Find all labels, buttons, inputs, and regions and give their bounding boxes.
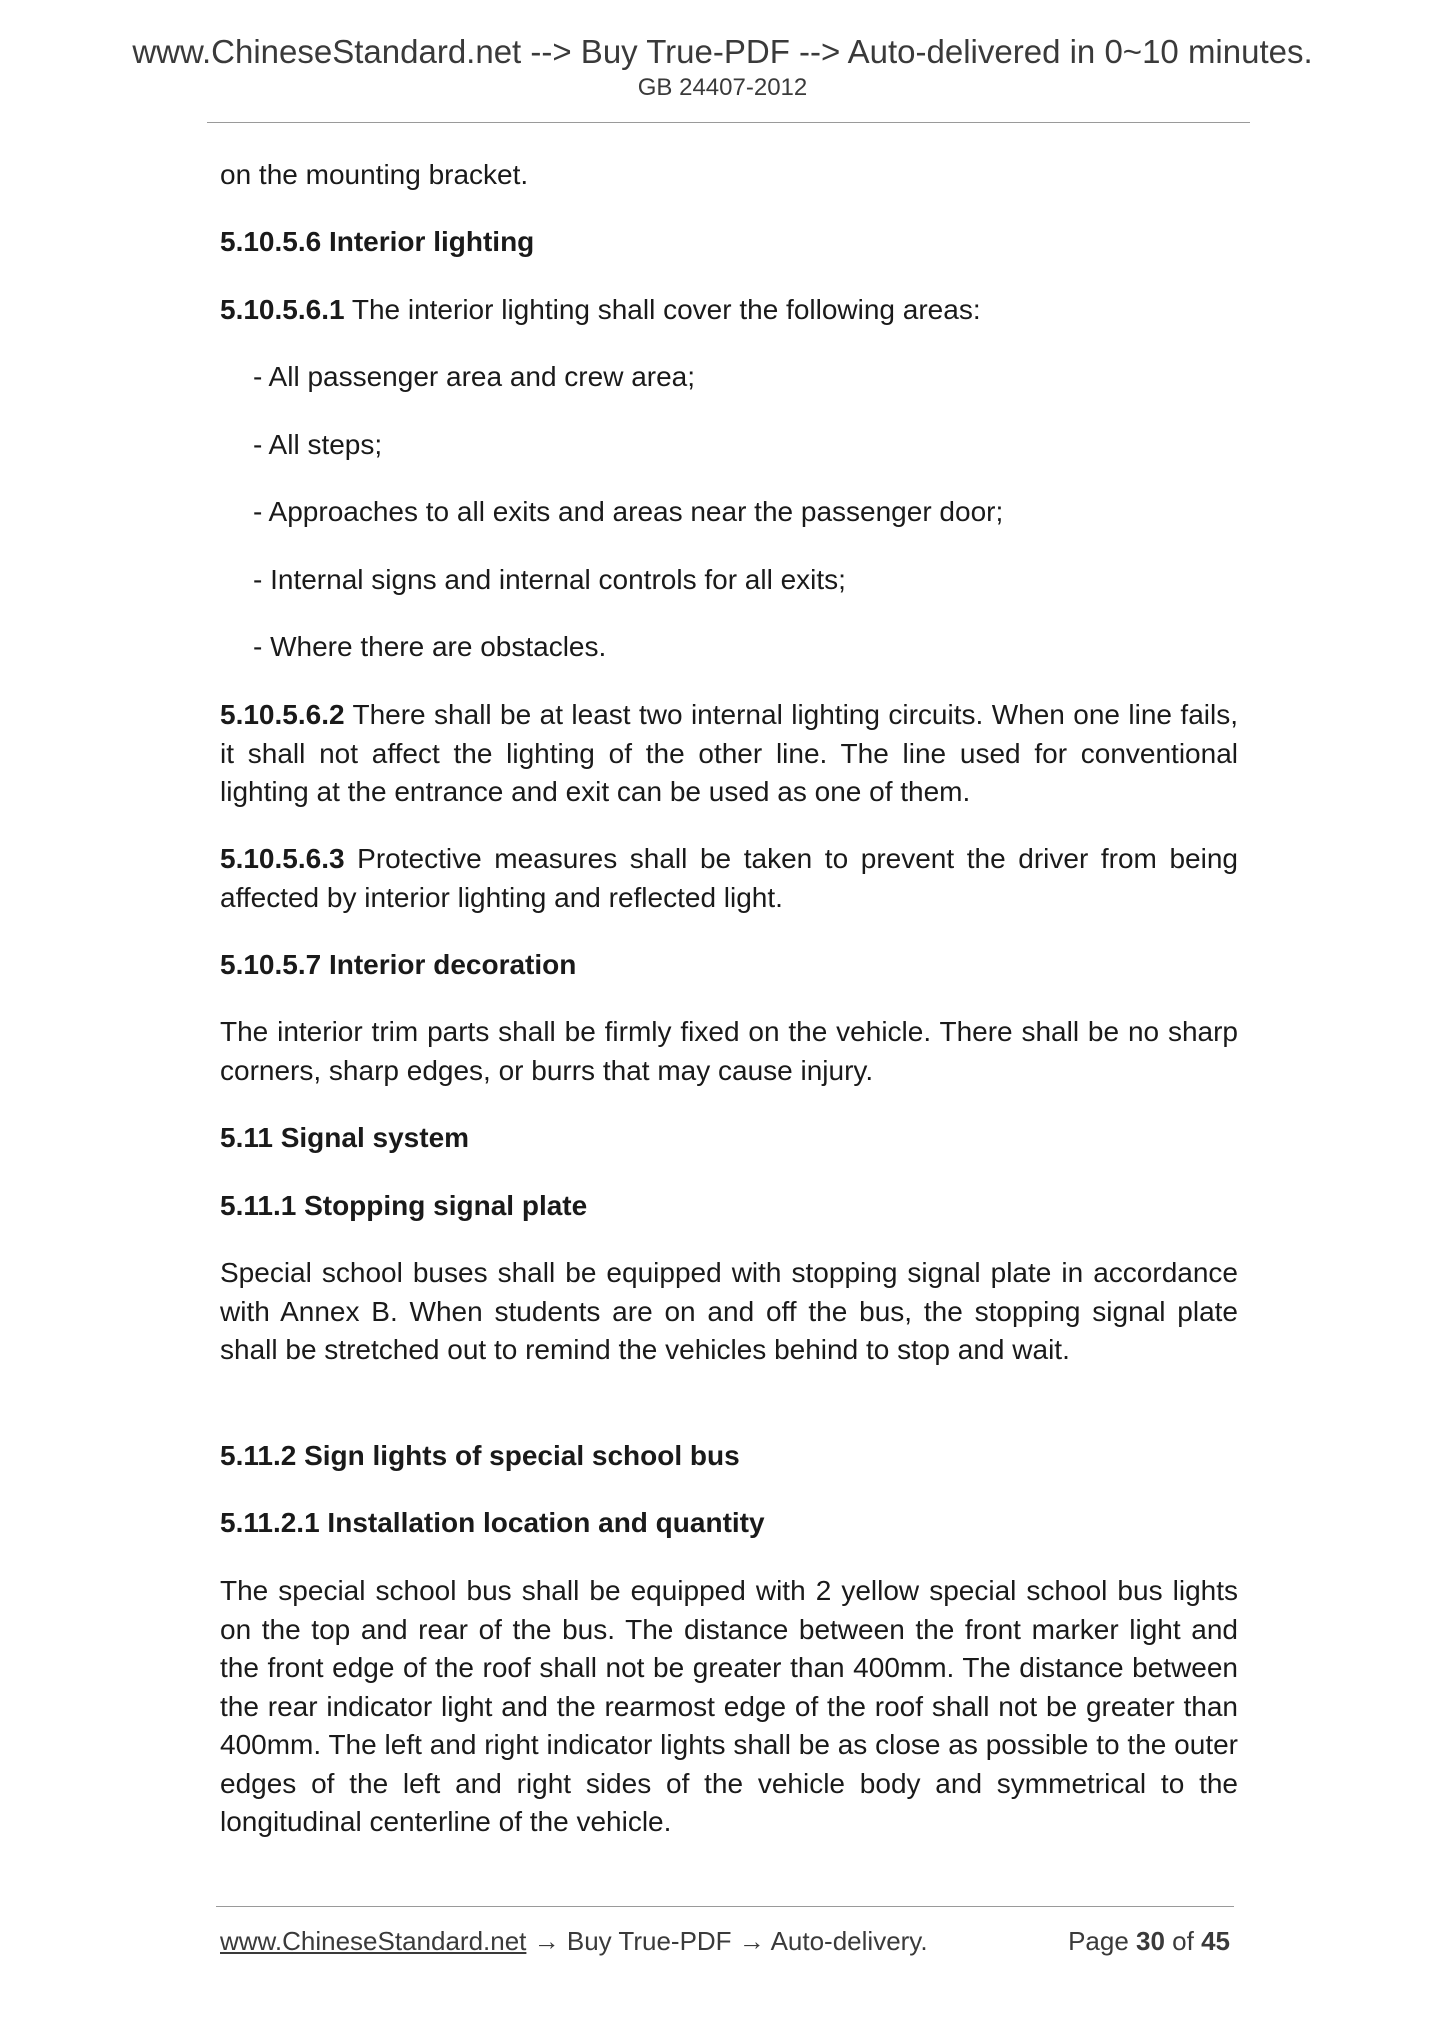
paragraph-continuation: on the mounting bracket.: [220, 159, 529, 190]
heading-5-11-2-1: 5.11.2.1 Installation location and quantity: [220, 1507, 765, 1538]
current-page: 30: [1136, 1926, 1165, 1956]
footer-divider: [216, 1906, 1234, 1907]
page-label: Page: [1068, 1926, 1137, 1956]
header-divider: [207, 122, 1250, 123]
clause-number: 5.10.5.6.2: [220, 699, 345, 730]
heading-5-11: 5.11 Signal system: [220, 1122, 470, 1153]
of-label: of: [1164, 1926, 1202, 1956]
list-item: - Approaches to all exits and areas near the passenger door;: [253, 496, 1004, 527]
document-id: GB 24407-2012: [637, 74, 808, 101]
heading-5-11-1: 5.11.1 Stopping signal plate: [220, 1190, 588, 1221]
clause-text: Protective measures shall be taken to prevent the driver from being affected by interior lighting and reflected light.: [220, 843, 1238, 913]
list-item: - All steps;: [253, 429, 383, 460]
list-item: - All passenger area and crew area;: [253, 361, 696, 392]
clause-text: There shall be at least two internal lighting circuits. When one line fails, it shall not affect the lighting of the other line. The line used for conventional lighting at the entrance and exit can be used as one of them.: [220, 699, 1238, 807]
paragraph-5-11-1: Special school buses shall be equipped with stopping signal plate in accordance with Annex B. When students are on and off the bus, the stopping signal plate shall be stretched out to remind the vehicles behind to stop and wait.: [220, 1257, 1238, 1365]
heading-5-11-2: 5.11.2 Sign lights of special school bus: [220, 1440, 740, 1471]
paragraph-5-10-5-6-3: [220, 840, 1238, 917]
heading-5-10-5-7: 5.10.5.7 Interior decoration: [220, 949, 577, 980]
paragraph-5-11-2-1: The special school bus shall be equipped with 2 yellow special school bus lights on the top and rear of the bus. The distance between the front marker light and the front edge of the roof shall not be greater than 400mm. The distance between the rear indicator light and the rearmost edge of the roof shall not be greater than 400mm. The left and right indicator lights shall be as close as possible to the outer edges of the left and right sides of the vehicle body and symmetrical to the longitudinal centerline of the vehicle.: [220, 1575, 1238, 1837]
page-number: [1068, 1924, 1230, 1958]
list-item: - Where there are obstacles.: [253, 631, 607, 662]
paragraph-interior-decoration: The interior trim parts shall be firmly fixed on the vehicle. There shall be no sharp corners, sharp edges, or burrs that may cause injury.: [220, 1016, 1238, 1086]
clause-number: 5.10.5.6.3: [220, 843, 345, 874]
paragraph-5-10-5-6-2: [220, 696, 1238, 812]
clause-text: The interior lighting shall cover the following areas:: [344, 294, 981, 325]
footer-promo-text: → Buy True-PDF → Auto-delivery.: [526, 1926, 928, 1956]
paragraph-5-10-5-6-1: [220, 291, 1238, 330]
footer-link[interactable]: www.ChineseStandard.net: [220, 1926, 527, 1956]
clause-number: 5.10.5.6.1: [220, 294, 345, 325]
list-item: - Internal signs and internal controls for all exits;: [253, 564, 846, 595]
total-pages: 45: [1201, 1926, 1230, 1956]
heading-5-10-5-6: 5.10.5.6 Interior lighting: [220, 226, 535, 257]
footer-promo: [220, 1924, 928, 1958]
header-banner: www.ChineseStandard.net --> Buy True-PDF --> Auto-delivered in 0~10 minutes.: [132, 33, 1313, 70]
